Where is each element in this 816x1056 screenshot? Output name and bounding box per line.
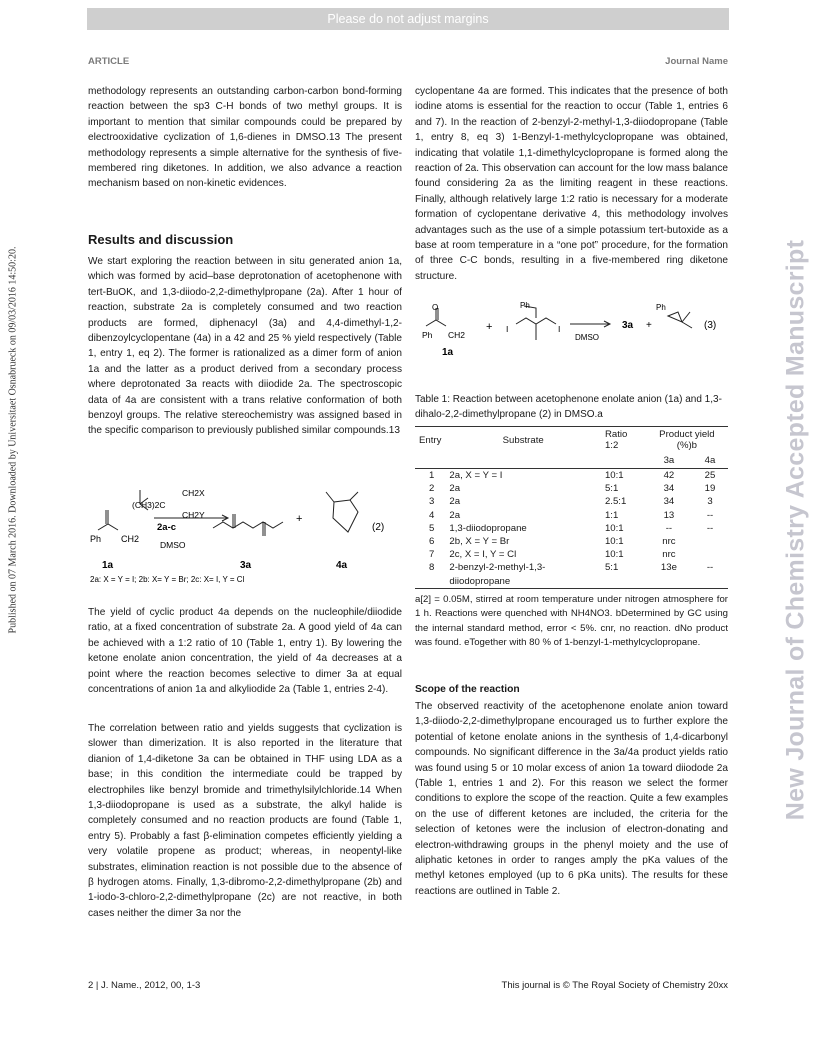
table-cell: 3 — [429, 496, 435, 508]
table-cell: 42 — [663, 470, 675, 481]
col1-intro: methodology represents an outstanding carbon-carbon bond-forming reaction between the sp3 C-H bonds of two methyl groups. It is important to mention that similar compounds could be prepared by electrooxidative cyclization of 1,6-dienes in DMSO.13 The present methodology represents a simple alternative for the synthesis of five-membered ring diketones. In addition, we also advance a reaction mechanism based on non-kinetic evidences. — [88, 86, 402, 190]
table-cell: 2a — [449, 483, 461, 495]
label-4a: 4a — [336, 560, 348, 571]
table-row — [415, 535, 728, 548]
table-cell: 10:1 — [604, 522, 624, 534]
table-cell: 13 — [663, 509, 675, 521]
table-cell: 2a — [449, 496, 461, 508]
table-cell: 2a, X = Y = I — [449, 470, 503, 481]
accepted-watermark — [776, 180, 816, 880]
table-cell: -- — [665, 522, 673, 534]
scheme-equation-2 — [88, 478, 398, 586]
th-yield: Product yield (%)b — [659, 429, 715, 451]
table-cell: 34 — [663, 483, 675, 495]
table-cell: 19 — [704, 483, 716, 495]
header-journal: Journal Name — [665, 56, 728, 67]
o-label: O — [432, 303, 439, 312]
table-cell: 1:1 — [604, 509, 619, 521]
dmso3-label: DMSO — [575, 333, 599, 342]
scheme-equation-3 — [420, 300, 720, 362]
table-row — [415, 561, 728, 588]
table-row — [415, 548, 728, 561]
plus-sign-3: + — [486, 321, 493, 333]
watermark-text: New Journal of Chemistry Accepted Manuscript — [781, 239, 810, 821]
published-sidebar — [3, 225, 23, 655]
table-cell: nrc — [662, 536, 676, 548]
iodo-right: I — [558, 324, 561, 334]
table-cell: 5:1 — [604, 562, 619, 574]
table-cell: 10:1 — [604, 536, 624, 548]
label-3a: 3a — [240, 560, 252, 571]
table-cell: -- — [706, 562, 714, 574]
ph-product: Ph — [656, 303, 666, 312]
ch2-label: CH2 — [121, 534, 140, 544]
table-row — [415, 495, 728, 508]
table-cell — [692, 535, 728, 548]
table-row — [415, 469, 728, 483]
table-row — [415, 482, 728, 495]
col1-yield: The yield of cyclic product 4a depends on the nucleophile/diiodide ratio, at a fixed concentration of substrate 2a. A good yield of 4a can be achieved with a 1:2 ratio of 10 (Table 1, entry 1). By lowering the ketone enolate anion concentration, the yield of 4a decreases at a point where the reaction becomes selective to dimer 3a at equal concentrations of anion 1a and alkyliodide 2a (Table 1, entries 2-4). — [88, 607, 402, 696]
table-caption: Table 1: Reaction between acetophenone enolate anion (1a) and 1,3-dihalo-2,2-dimethylpropane (2) in DMSO.a — [415, 394, 722, 420]
table-cell: 2 — [429, 483, 435, 495]
table-cell: 3 — [707, 496, 713, 508]
dmso-label: DMSO — [160, 540, 186, 550]
eq3-number: (3) — [704, 320, 717, 331]
table-cell: 1,3-diiodopropane — [449, 522, 527, 534]
th-4a: 4a — [704, 455, 716, 466]
table-cell: 2.5:1 — [604, 496, 627, 508]
label3-1a: 1a — [442, 347, 454, 358]
table-cell: 2a — [449, 509, 461, 521]
table-cell: -- — [706, 509, 714, 521]
scheme-footnote: 2a: X = Y = I; 2b: X= Y = Br; 2c: X= I, Y = Cl — [90, 575, 245, 584]
col1-results: We start exploring the reaction between in situ generated anion 1a, which was formed by acid–base deprotonation of acetophenone with tert-BuOK, and 1,3-diiodo-2,2-dimethylpropane (2a). After 1 hour of reaction, substrate 2a is completely consumed and two reaction products are formed, diphenacyl (3a) and 4,4-dimethyl-1,2-dibenzoylcyclopentane (4a) in a 42 and 25 % yield respectively (Table 1, entry 1, eq 2). The former is rationalized as a dimer form of anion 1a and the latter as a product derived from a secondary process where deprotonated 3a reacts with diiodide 2a. The spectroscopic data of 4a are consistent with a trans relative conformation of both benzoyl groups. The relative stereochemistry was assigned based in the specific comparison to previously published similar compounds.13 — [88, 256, 402, 437]
table-cell: 10:1 — [604, 549, 624, 561]
table-cell: 2b, X = Y = Br — [449, 536, 510, 548]
table-cell: -- — [706, 522, 714, 534]
section-title: Results and discussion — [88, 232, 234, 247]
iodo-left: I — [506, 324, 509, 334]
ph-label: Ph — [90, 534, 102, 544]
footer-left: 2 | J. Name., 2012, 00, 1-3 — [88, 980, 201, 991]
table-cell: 2c, X = I, Y = Cl — [449, 549, 517, 561]
table-row — [415, 522, 728, 535]
ph-benzyl: Ph — [520, 301, 530, 310]
th-substrate: Substrate — [502, 434, 544, 446]
header-article: ARTICLE — [88, 56, 130, 67]
table-notes: a[2] = 0.05M, stirred at room temperature under nitrogen atmosphere for 1 h. Reactions were quenched with NH4NO3. bDetermined by GC using the internal standard method, error < 5%. cnr, no reaction. dNo product was found. eTogether with 80 % of 1-benzyl-1-methylcyclopropane. — [415, 594, 728, 649]
table-cell: 1 — [429, 470, 435, 481]
ch2y-label: CH2Y — [182, 510, 205, 520]
table-cell: 25 — [704, 470, 716, 481]
scope-title: Scope of the reaction — [415, 684, 520, 695]
plus-sign: + — [296, 513, 303, 525]
table-cell — [692, 548, 728, 561]
table-cell: 7 — [429, 549, 435, 561]
th-3a: 3a — [663, 455, 675, 466]
col2-continued: cyclopentane 4a are formed. This indicates that the presence of both iodine atoms is essential for the reaction to occur (Table 1, entries 6 and 7). In the reaction of 2-benzyl-2-methyl-1,3-diiodopropane (Table 1, entry 8, eq 3) 1-Benzyl-1-methylcyclopropane was obtained, indicating that volatile 1,1-dimethylcyclopropane is formed along the reaction of 2a. This observation can account for the low mass balance found considering 2a as the limiting reagent in these reactions. Finally, although relatively large 1:2 ratio is necessary for a moderate formation of cyclopentane derivative 4, this methodology involves advantages such as the use of a simple potassium tert-butoxide as a base at room temperature in a “one pot” procedure, for the formation of three C-C bonds, resulting in a five-membered ring diketone structure. — [415, 86, 728, 282]
eq-number: (2) — [372, 522, 385, 533]
results-table — [415, 426, 728, 589]
table-cell: 6 — [429, 536, 435, 548]
th-entry: Entry — [419, 434, 442, 446]
table-cell: 4 — [429, 509, 435, 521]
table-cell: 13e — [660, 562, 677, 574]
product-3a: 3a — [622, 320, 634, 331]
table-row — [415, 509, 728, 522]
table-cell: 2-benzyl-2-methyl-1,3-diiodopropane — [449, 562, 546, 587]
published-note: Published on 07 March 2016. Downloaded by Universitaet Osnabrueck on 09/03/2016 14:50:20. — [7, 246, 19, 634]
table-cell: 5 — [429, 522, 435, 534]
ch2x-label: CH2X — [182, 488, 205, 498]
col1-correlation: The correlation between ratio and yields suggests that cyclization is slower than dimerization. It is also reported in the literature that dianion of 1,4-diketone 3a can be obtained in THF using LDA as a base; in this condition the intermediate could be trapped by electrophiles like benzyl bromide and trimethylsilylchloride.14 When 1,3-diiodopropane is used as a substrate, the alkyl halide is completely consumed and no reaction products are found (Table 1, entry 5). Probably a fast β-elimination competes efficiently yielding a very volatile propene as product; whereas, in neopentyl-like substrates, elimination reaction is not possible due to the absence of β hydrogen atoms. Finally, 1,3-dibromo-2,2-dimethylpropane (2b) and 1-iodo-3-chloro-2,2-dimethylpropane (2c) are not reactive, in both cases neither the dimer 3a nor the — [88, 723, 402, 919]
ch3c-label: (CH3)2C — [132, 500, 166, 510]
table-cell: 8 — [429, 562, 435, 574]
ph3-label: Ph — [422, 330, 433, 340]
ch2-3-label: CH2 — [448, 330, 466, 340]
table-cell: nrc — [662, 549, 676, 561]
col2-scope: The observed reactivity of the acetophenone enolate anion toward 1,3-diiodo-2,2-dimethylpropane encouraged us to further explore the potential of ketone enolate anions in the synthesis of 1,4-dicarbonyl compounds. No significant difference in the 3a/4a product yields ratio was found using 5 or 10 molar excess of anion 1a toward diiodode 2a (Table 1, entries 1 and 2). For this reason we select the former conditions to explore the scope of the reaction. Quite a few examples on the use of different ketones are included, the criteria for the selection of ketones were the inclusion of electron-donating and electron-withdrawing groups in the phenyl moiety and the use of aliphatic ketones in order to ranges amply the pKa values of the methyl ketones employed (up to 6 pKa units). The results for these reactions are outlined in Table 2. — [415, 701, 728, 897]
table-cell: 10:1 — [604, 470, 624, 481]
margin-banner: Please do not adjust margins — [87, 8, 729, 30]
table-cell: 34 — [663, 496, 675, 508]
footer-right: This journal is © The Royal Society of Chemistry 20xx — [501, 980, 728, 991]
reagent-label: 2a-c — [157, 522, 177, 533]
plus3: + — [646, 320, 652, 331]
th-ratio: Ratio 1:2 — [604, 429, 628, 451]
label-1a: 1a — [102, 560, 114, 571]
table-cell: 5:1 — [604, 483, 619, 495]
